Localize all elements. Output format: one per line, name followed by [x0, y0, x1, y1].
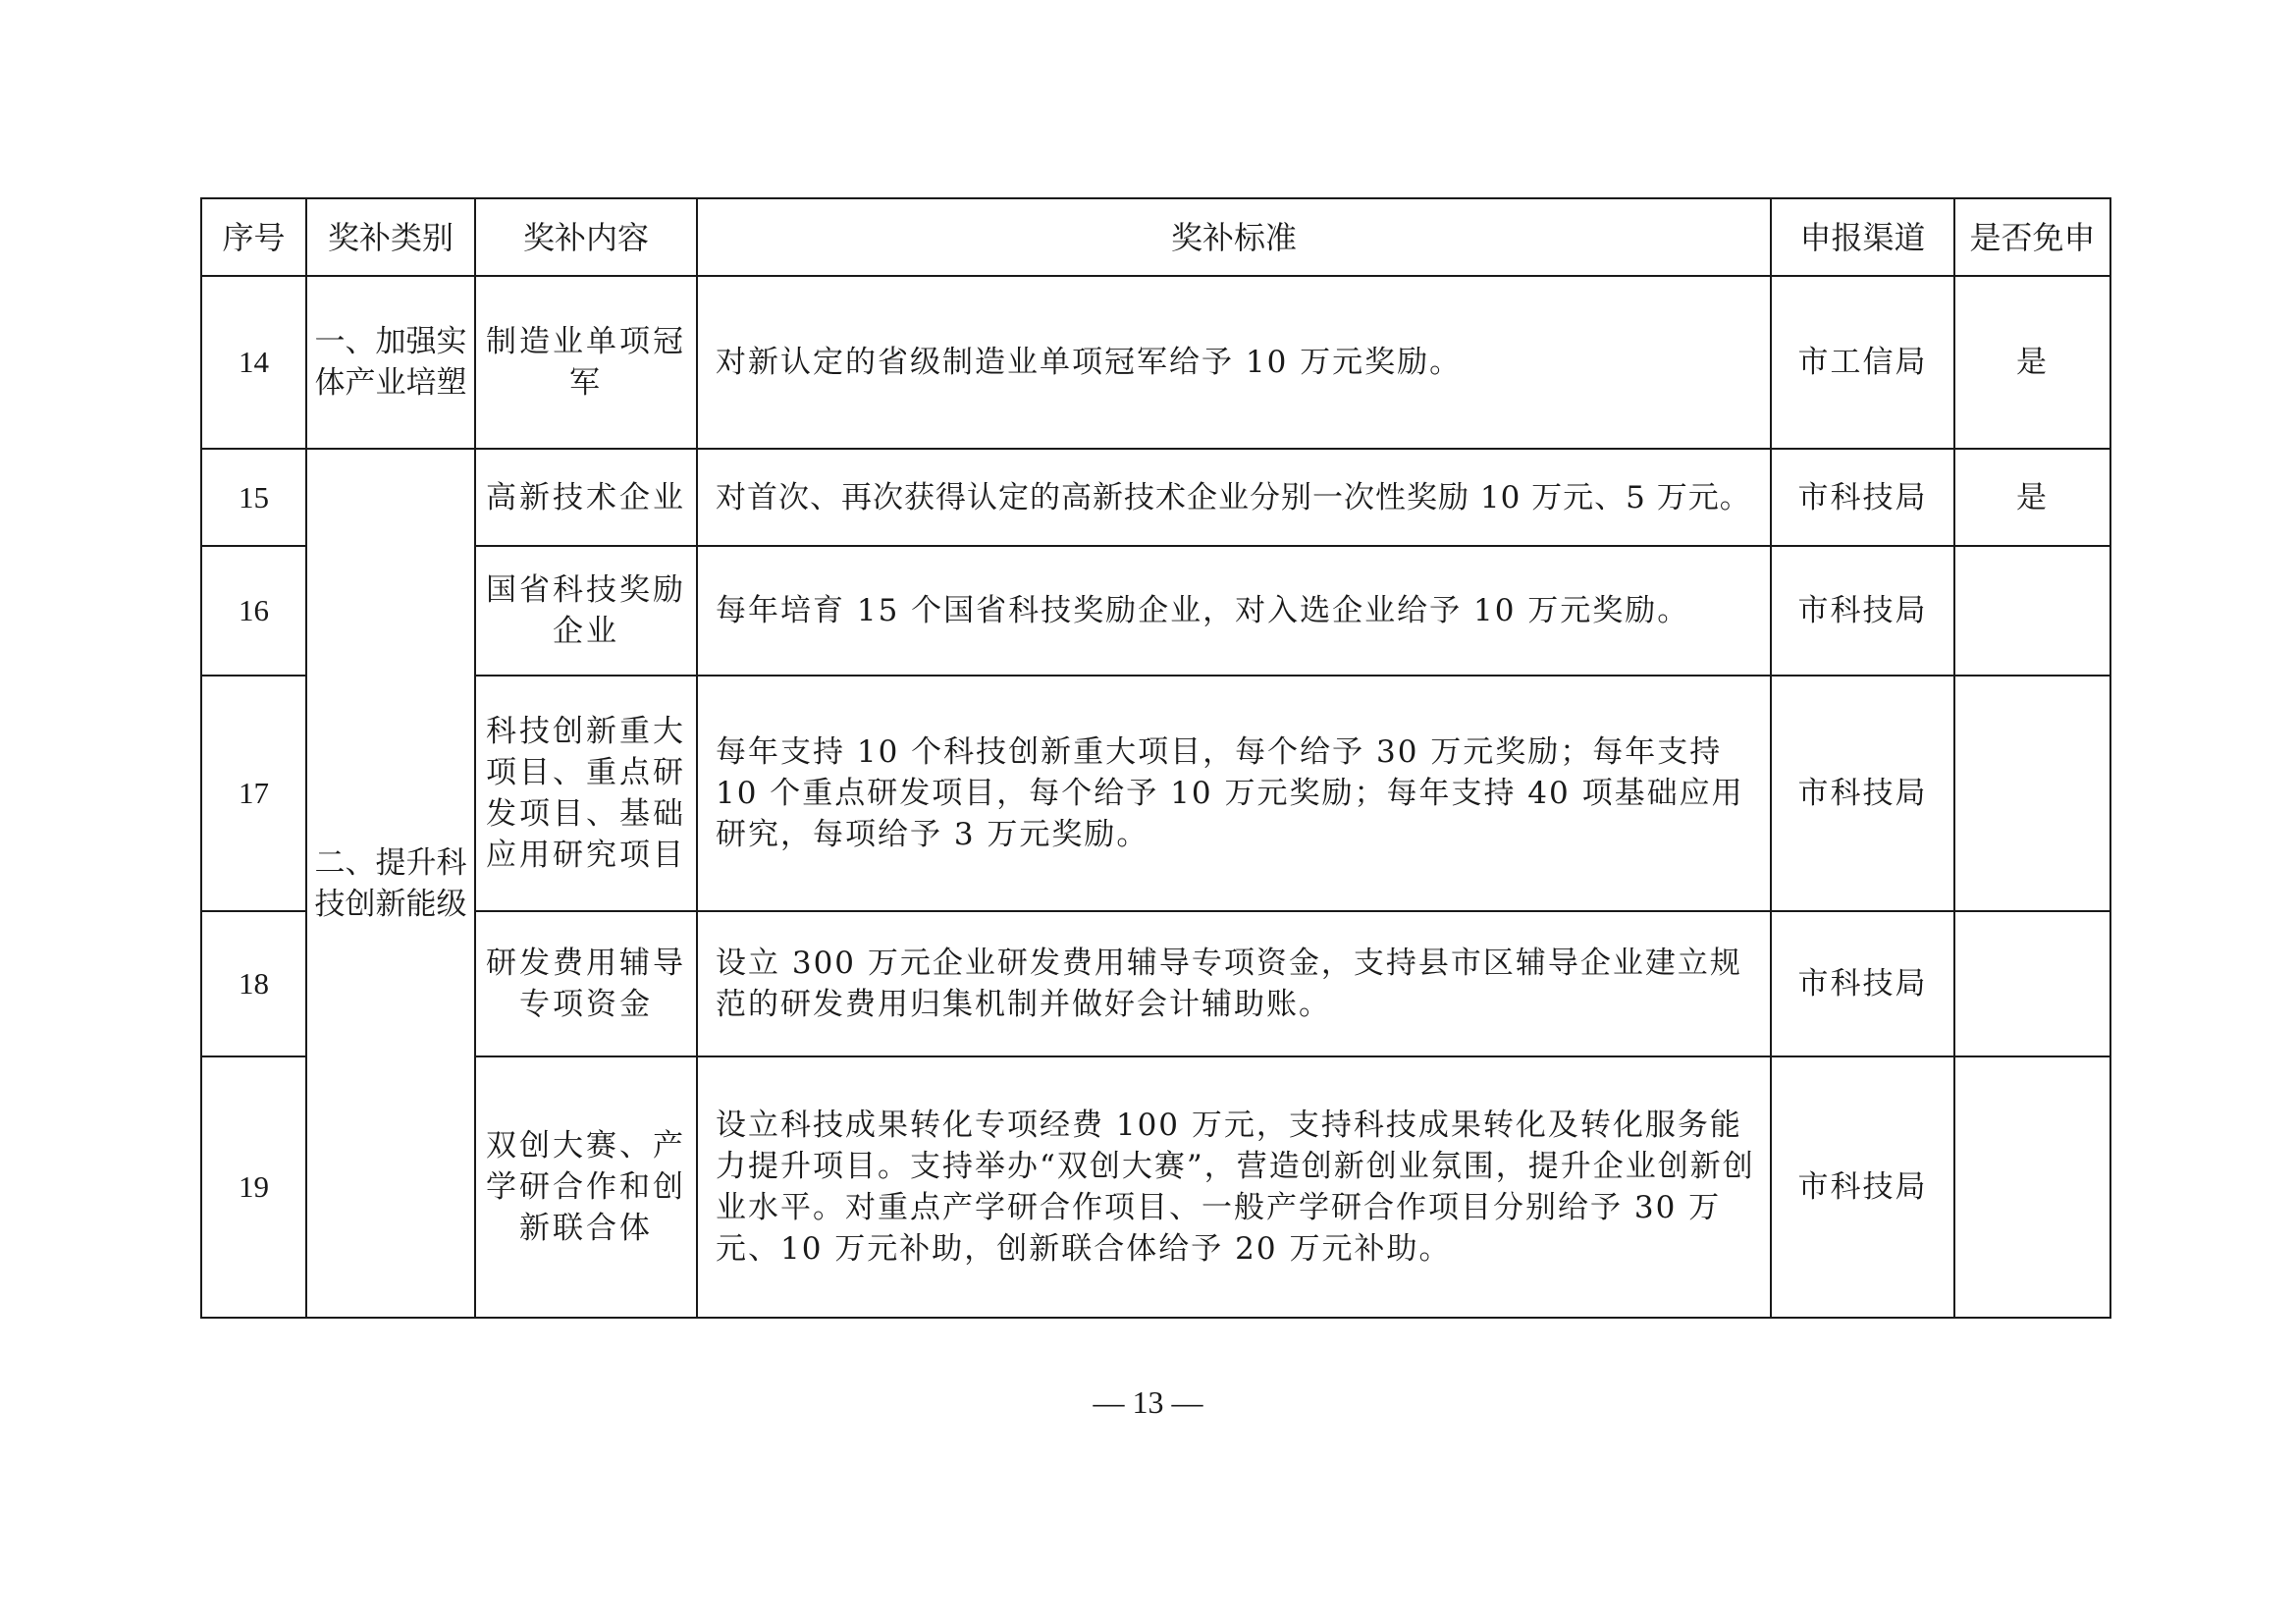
row-seq: 14 — [201, 276, 306, 449]
header-channel: 申报渠道 — [1771, 198, 1954, 276]
row-seq: 19 — [201, 1056, 306, 1318]
row-exempt — [1954, 1056, 2110, 1318]
header-seq: 序号 — [201, 198, 306, 276]
table-header-row — [201, 198, 2110, 276]
table-row — [201, 546, 2110, 676]
row-channel: 市工信局 — [1771, 276, 1954, 449]
table-row — [201, 911, 2110, 1056]
row-channel: 市科技局 — [1771, 911, 1954, 1056]
row-content: 研发费用辅导专项资金 — [475, 911, 697, 1056]
row-seq: 18 — [201, 911, 306, 1056]
header-content: 奖补内容 — [475, 198, 697, 276]
row-standard: 设立 300 万元企业研发费用辅导专项资金，支持县市区辅导企业建立规范的研发费用归集机制并做好会计辅助账。 — [697, 911, 1771, 1056]
table-row — [201, 676, 2110, 911]
row-exempt — [1954, 911, 2110, 1056]
row-seq: 17 — [201, 676, 306, 911]
row-channel: 市科技局 — [1771, 546, 1954, 676]
table-row — [201, 276, 2110, 449]
row-channel: 市科技局 — [1771, 676, 1954, 911]
row-channel: 市科技局 — [1771, 1056, 1954, 1318]
row-channel: 市科技局 — [1771, 449, 1954, 546]
header-exempt: 是否免申 — [1954, 198, 2110, 276]
category-cell: 二、提升科技创新能级 — [306, 449, 475, 1318]
row-exempt — [1954, 676, 2110, 911]
row-standard: 每年培育 15 个国省科技奖励企业，对入选企业给予 10 万元奖励。 — [697, 546, 1771, 676]
row-standard: 设立科技成果转化专项经费 100 万元，支持科技成果转化及转化服务能力提升项目。支持举办“双创大赛”，营造创新创业氛围，提升企业创新创业水平。对重点产学研合作项目、一般产学研合作项目分别给予 30 万元、10 万元补助，创新联合体给予 20 万元补助。 — [697, 1056, 1771, 1318]
header-standard: 奖补标准 — [697, 198, 1771, 276]
row-content: 制造业单项冠军 — [475, 276, 697, 449]
row-seq: 15 — [201, 449, 306, 546]
row-exempt — [1954, 546, 2110, 676]
row-standard: 对首次、再次获得认定的高新技术企业分别一次性奖励 10 万元、5 万元。 — [697, 449, 1771, 546]
row-exempt: 是 — [1954, 449, 2110, 546]
row-seq: 16 — [201, 546, 306, 676]
header-category: 奖补类别 — [306, 198, 475, 276]
page-number: — 13 — — [1093, 1384, 1203, 1420]
table-row — [201, 1056, 2110, 1318]
row-content: 国省科技奖励企业 — [475, 546, 697, 676]
category-cell: 一、加强实体产业培塑 — [306, 276, 475, 449]
row-content: 科技创新重大项目、重点研发项目、基础应用研究项目 — [475, 676, 697, 911]
subsidy-table — [200, 197, 2111, 1319]
row-content: 高新技术企业 — [475, 449, 697, 546]
row-exempt: 是 — [1954, 276, 2110, 449]
table-row — [201, 449, 2110, 546]
row-standard: 对新认定的省级制造业单项冠军给予 10 万元奖励。 — [697, 276, 1771, 449]
row-content: 双创大赛、产学研合作和创新联合体 — [475, 1056, 697, 1318]
row-standard: 每年支持 10 个科技创新重大项目，每个给予 30 万元奖励；每年支持 10 个重点研发项目，每个给予 10 万元奖励；每年支持 40 项基础应用研究，每项给予 3 万元奖励。 — [697, 676, 1771, 911]
